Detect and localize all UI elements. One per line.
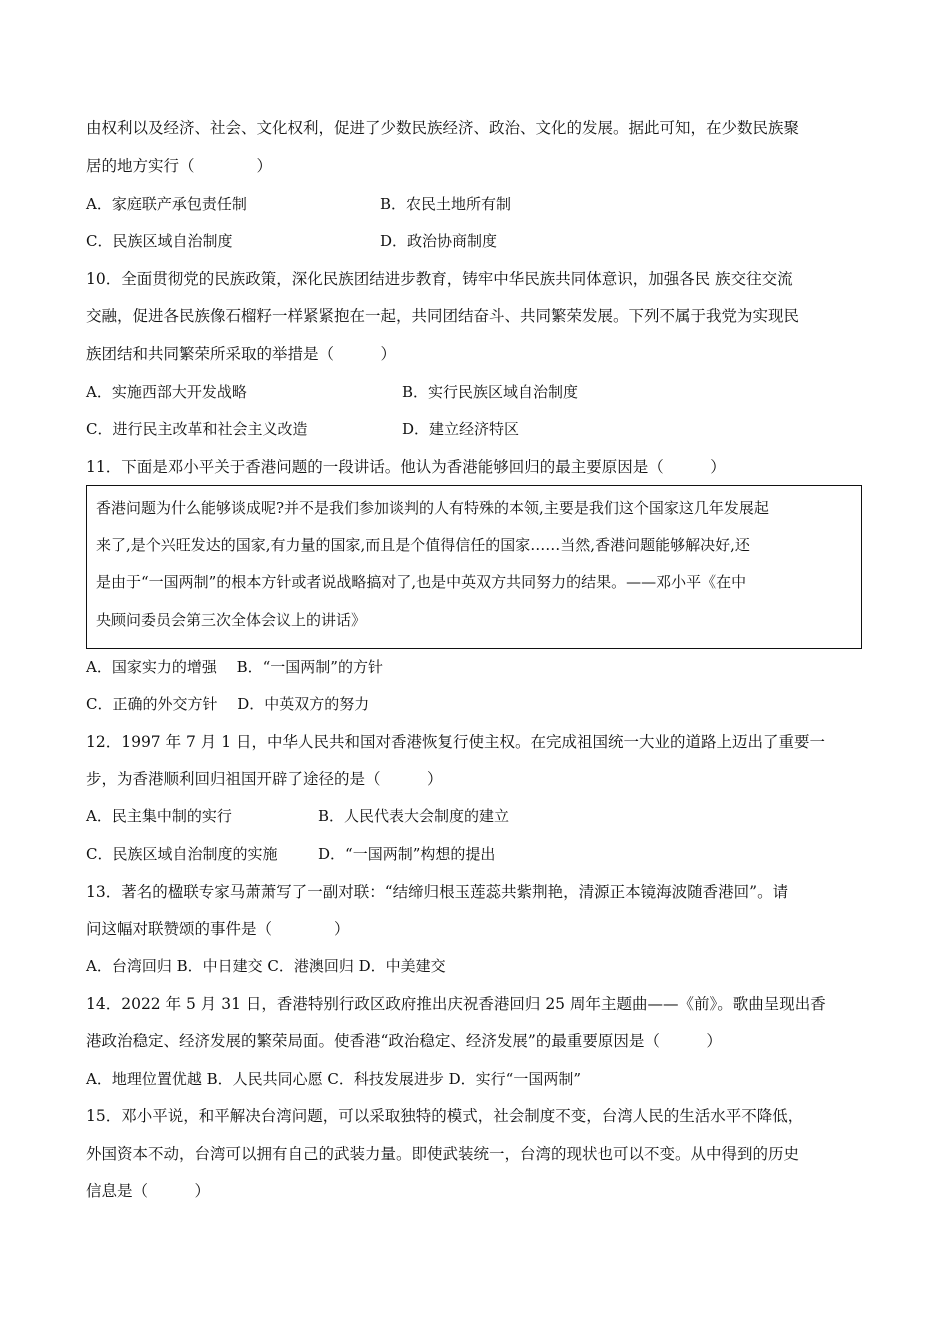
q9-stem-line-1: 由权利以及经济、社会、文化权利，促进了少数民族经济、政治、文化的发展。据此可知，在少数民族聚	[86, 119, 800, 137]
q11-options-cd: C．正确的外交方针 D．中英双方的努力	[86, 695, 370, 713]
q10-stem-line-3: 族团结和共同繁荣所采取的举措是（ ）	[86, 345, 397, 363]
quote-line-4: 央顾问委员会第三次全体会议上的讲话》	[96, 611, 367, 629]
q14-options: A．地理位置优越 B．人民共同心愿 C．科技发展进步 D．实行“一国两制”	[86, 1070, 582, 1088]
q15-stem-line-1: 15．邓小平说，和平解决台湾问题，可以采取独特的模式，社会制度不变，台湾人民的生活水平不降低，	[86, 1107, 804, 1125]
q12-option-c: C．民族区域自治制度的实施	[86, 845, 278, 863]
q10-stem-line-1: 10．全面贯彻党的民族政策，深化民族团结进步教育，铸牢中华民族共同体意识，加强各民 族交往交流	[86, 270, 793, 288]
q10-option-d: D．建立经济特区	[402, 420, 520, 438]
q9-option-d: D．政治协商制度	[380, 232, 498, 250]
q9-option-a: A．家庭联产承包责任制	[86, 195, 247, 213]
q14-stem-line-2: 港政治稳定、经济发展的繁荣局面。使香港“政治稳定、经济发展”的最重要原因是（ ）	[86, 1032, 722, 1050]
q15-stem-line-3: 信息是（ ）	[86, 1182, 211, 1200]
q10-option-a: A．实施西部大开发战略	[86, 383, 247, 401]
q13-stem-line-2: 问这幅对联赞颂的事件是（ ）	[86, 920, 350, 938]
q14-stem-line-1: 14．2022 年 5 月 31 日，香港特别行政区政府推出庆祝香港回归 25 周年主题曲——《前》。歌曲呈现出香	[86, 995, 826, 1013]
q10-stem-line-2: 交融，促进各民族像石榴籽一样紧紧抱在一起，共同团结奋斗、共同繁荣发展。下列不属于我党为实现民	[86, 307, 800, 325]
q11-options-ab: A．国家实力的增强 B．“一国两制”的方针	[86, 658, 383, 676]
q13-options: A．台湾回归 B．中日建交 C．港澳回归 D．中美建交	[86, 957, 446, 975]
quote-line-1: 香港问题为什么能够谈成呢?并不是我们参加谈判的人有特殊的本领,主要是我们这个国家这几年发展起	[96, 499, 769, 517]
q9-option-b: B．农民土地所有制	[380, 195, 512, 213]
q10-option-c: C．进行民主改革和社会主义改造	[86, 420, 308, 438]
q12-stem-line-2: 步，为香港顺利回归祖国开辟了途径的是（ ）	[86, 770, 443, 788]
q12-option-d: D．“一国两制”构想的提出	[318, 845, 496, 863]
q9-option-c: C．民族区域自治制度	[86, 232, 233, 250]
q15-stem-line-2: 外国资本不动，台湾可以拥有自己的武装力量。即使武装统一，台湾的现状也可以不变。从中得到的历史	[86, 1145, 800, 1163]
q12-stem-line-1: 12．1997 年 7 月 1 日，中华人民共和国对香港恢复行使主权。在完成祖国统一大业的道路上迈出了重要一	[86, 733, 826, 751]
q10-option-b: B．实行民族区域自治制度	[402, 383, 579, 401]
q13-stem-line-1: 13．著名的楹联专家马萧萧写了一副对联：“结缔归根玉莲蕊共紫荆艳，清源正本镜海波随香港回”。请	[86, 883, 789, 901]
q12-option-a: A．民主集中制的实行	[86, 807, 232, 825]
quote-line-3: 是由于“一国两制”的根本方针或者说战略搞对了,也是中英双方共同努力的结果。——邓小平《在中	[96, 573, 747, 591]
q12-option-b: B．人民代表大会制度的建立	[318, 807, 510, 825]
q11-stem-line-1: 11．下面是邓小平关于香港问题的一段讲话。他认为香港能够回归的最主要原因是（ ）	[86, 458, 726, 476]
q9-stem-line-2: 居的地方实行（ ）	[86, 157, 273, 175]
quote-line-2: 来了,是个兴旺发达的国家,有力量的国家,而且是个值得信任的国家……当然,香港问题能够解决好,还	[96, 536, 750, 554]
